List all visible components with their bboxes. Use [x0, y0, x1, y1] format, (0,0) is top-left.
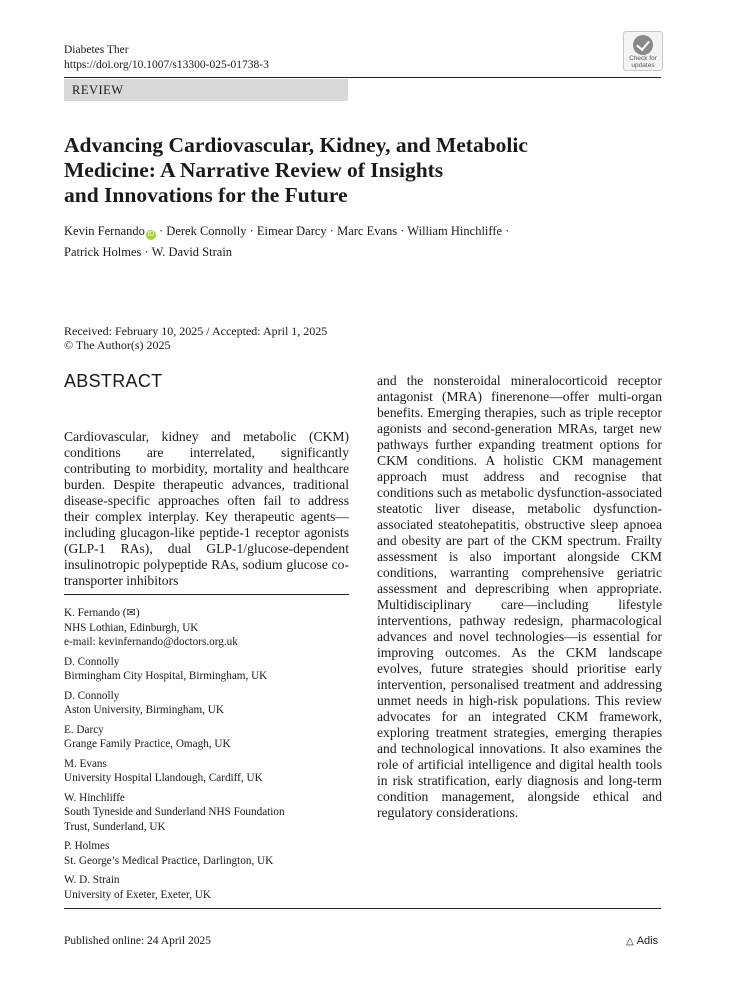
badge-label-1: Check for [629, 55, 657, 62]
copyright-notice: © The Author(s) 2025 [64, 338, 171, 352]
affiliation-line: University Hospital Llandough, Cardiff, UK [64, 772, 263, 784]
affiliation-line: NHS Lothian, Edinburgh, UK [64, 621, 199, 634]
header-divider [64, 77, 661, 78]
affiliation-line: D. Connolly [64, 655, 120, 668]
author-name[interactable]: Kevin Fernando [64, 224, 145, 238]
title-line: Advancing Cardiovascular, Kidney, and Metabolic [64, 133, 528, 157]
affiliation-entry [64, 791, 349, 835]
abstract-heading: ABSTRACT [64, 371, 163, 391]
title-line: Medicine: A Narrative Review of Insights [64, 158, 444, 182]
check-for-updates-badge[interactable] [623, 31, 663, 71]
orcid-icon[interactable]: iD [147, 231, 155, 238]
article-title [64, 133, 624, 208]
abstract-text-right: and the nonsteroidal mineralocorticoid receptor antagonist (MRA) finerenone—offer multi-organ benefits. Emerging therapies, such as triple receptor agonists and second-generation MRAs, target new pathways further expanding treatment options for CKM conditions. A holistic CKM management approach must address and recognise that conditions such as metabolic dysfunction-associated steatotic liver disease, metabolic dysfunction-associated steatohepatitis, obstructive sleep apnoea and obesity are part of the CKM spectrum. Frailty assessment is also important alongside CKM conditions, warranting comprehensive geriatric assessment and deprescribing when appropriate. Multidisciplinary care—including lifestyle interventions, pathway redesign, pharmacological advances and novel technologies—is essential for improving outcomes. As the CKM landscape evolves, future strategies should prioritise early intervention, personalised treatment and addressing unmet needs in high-risk populations. This review advocates for an integrated CKM framework, exploring treatment strategies, emerging therapies and technological innovations. It also examines the role of artificial intelligence and digital health tools in risk stratification, early diagnosis and long-term condition management, alongside ethical and regulatory considerations. [377, 373, 662, 820]
affiliation-line: W. D. Strain [64, 874, 120, 886]
affiliation-line: M. Evans [64, 757, 107, 770]
author-list [64, 221, 664, 263]
badge-label-2: updates [631, 62, 655, 69]
section-label: REVIEW [72, 83, 124, 97]
adis-triangle-icon: △ [626, 936, 634, 947]
affiliation-entry [64, 873, 349, 902]
affiliation-line: Grange Family Practice, Omagh, UK [64, 738, 231, 750]
affiliation-entry [64, 839, 349, 868]
article-dates [64, 324, 327, 352]
author-line-2: Patrick Holmes · W. David Strain [64, 245, 233, 259]
publisher-name: Adis [636, 935, 659, 947]
check-updates-icon [633, 35, 653, 55]
affiliations-divider [64, 594, 349, 595]
publisher-logo [626, 935, 658, 947]
affiliation-entry [64, 606, 349, 650]
journal-name: Diabetes Ther [64, 44, 129, 56]
affiliation-line: Aston University, Birmingham, UK [64, 704, 224, 716]
affiliation-line: Birmingham City Hospital, Birmingham, UK [64, 670, 268, 682]
affiliation-entry [64, 655, 349, 684]
author-names: · Derek Connolly · Eimear Darcy · Marc Evans · William Hinchliffe · [155, 224, 510, 238]
title-line: and Innovations for the Future [64, 183, 348, 207]
affiliation-entry [64, 723, 349, 752]
affiliation-line: University of Exeter, Exeter, UK [64, 888, 211, 901]
affiliation-line: K. Fernando (✉) [64, 607, 140, 619]
journal-header [64, 43, 269, 73]
affiliation-line: W. Hinchliffe [64, 791, 125, 804]
received-accepted-dates: Received: February 10, 2025 / Accepted: April 1, 2025 [64, 324, 328, 338]
author-line-1 [64, 221, 664, 242]
doi-link[interactable]: https://doi.org/10.1007/s13300-025-01738-3 [64, 59, 269, 71]
affiliation-line: e-mail: kevinfernando@doctors.org.uk [64, 636, 238, 648]
affiliation-line: P. Holmes [64, 840, 110, 852]
affiliation-line: D. Connolly [64, 689, 120, 702]
published-date: Published online: 24 April 2025 [64, 935, 211, 947]
abstract-text-left: Cardiovascular, kidney and metabolic (CKM) conditions are interrelated, significantly contributing to morbidity, mortality and healthcare burden. Despite therapeutic advances, traditional disease-specific approaches often fail to address their complex interplay. Key therapeutic agents—including glucagon-like peptide-1 receptor agonists (GLP-1 RAs), dual GLP-1/glucose-dependent insulinotropic polypeptide RAs, sodium glucose co-transporter inhibitors [64, 429, 349, 588]
section-label-bar [64, 79, 348, 101]
affiliation-line: South Tyneside and Sunderland NHS Foundation [64, 806, 285, 818]
affiliations-list [64, 606, 349, 907]
footer-divider [64, 908, 661, 909]
affiliation-line: St. George’s Medical Practice, Darlington, UK [64, 854, 274, 867]
affiliation-entry [64, 757, 349, 786]
affiliation-entry [64, 689, 349, 718]
affiliation-line: Trust, Sunderland, UK [64, 820, 166, 833]
affiliation-line: E. Darcy [64, 723, 104, 736]
